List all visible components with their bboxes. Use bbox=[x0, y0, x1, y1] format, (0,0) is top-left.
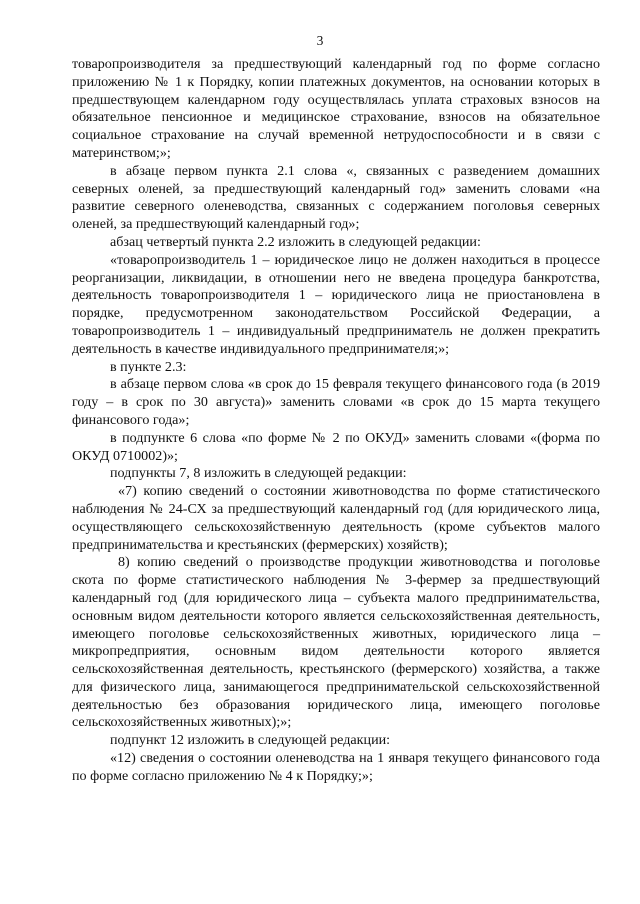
paragraph-continuation: товаропроизводителя за предшествующий календарный год по форме согласно приложению № 1 к Порядку, копии платежных документов, на основании которых в предшествующем календарном году осуществлялась уплата страховых взносов на обязательное пенсионное и медицинское страхование, взносов на обязательное социальное страхование на случай временной нетрудоспособности и в связи с материнством;»; bbox=[72, 56, 600, 161]
paragraph-2-2-intro: абзац четвертый пункта 2.2 изложить в следующей редакции: bbox=[110, 233, 481, 250]
paragraph-2-1-amendment: в абзаце первом пункта 2.1 слова «, связанных с разведением домашних северных оленей, за предшествующий календарный год» заменить словами «на развитие северного оленеводства, связанных с содержанием поголовья северных оленей, за предшествующий календарный год»; bbox=[72, 162, 600, 233]
document-body bbox=[72, 56, 600, 786]
paragraph-subitem-7: «7) копию сведений о состоянии животноводства по форме статистического наблюдения № 24-СХ за предшествующий календарный год (для юридического лица, осуществляющего сельскохозяйственную деятельность (кроме субъектов малого предпринимательства и крестьянских (фермерских) хозяйств); bbox=[72, 483, 600, 553]
page-number: 3 bbox=[316, 33, 324, 48]
paragraph-2-3-intro: в пункте 2.3: bbox=[110, 358, 187, 375]
paragraph-2-2-new-text: «товаропроизводитель 1 – юридическое лицо не должен находиться в процессе реорганизации, ликвидации, в отношении него не введена процедура банкротства, деятельность товаропроизводителя 1 – юридического лица не приостановлена в порядке, предусмотренном законодательством Российской Федерации, а товаропроизводитель 1 – индивидуальный предприниматель не должен прекратить деятельность в качестве индивидуального предпринимателя;»; bbox=[72, 251, 600, 357]
paragraph-subitem-8: 8) копию сведений о производстве продукции животноводства и поголовье скота по форме статистического наблюдения № 3-фермер за предшествующий календарный год (для юридического лица – субъекта малого предпринимательства, основным видом деятельности которого является сельскохозяйственная деятельность, имеющего поголовье сельскохозяйственных животных, юридического лица – микропредприятия, основным видом деятельности которого является сельскохозяйственная деятельность, крестьянского (фермерского) хозяйства, а также для физического лица, занимающегося предпринимательской сельскохозяйственной деятельностью без образования юридического лица, имеющего поголовье сельскохозяйственных животных);»; bbox=[72, 554, 600, 731]
paragraph-2-3-first-abzac: в абзаце первом слова «в срок до 15 февраля текущего финансового года (в 2019 году – в срок по 30 августа)» заменить словами «в срок до 15 марта текущего финансового года»; bbox=[72, 376, 600, 428]
paragraph-subitems-7-8-intro: подпункты 7, 8 изложить в следующей редакции: bbox=[110, 465, 407, 482]
paragraph-subitem-12-intro: подпункт 12 изложить в следующей редакции: bbox=[110, 732, 391, 749]
paragraph-subitem-6: в подпункте 6 слова «по форме № 2 по ОКУД» заменить словами «(форма по ОКУД 0710002)»; bbox=[72, 429, 600, 464]
paragraph-subitem-12: «12) сведения о состоянии оленеводства на 1 января текущего финансового года по форме согласно приложению № 4 к Порядку;»; bbox=[72, 750, 600, 784]
